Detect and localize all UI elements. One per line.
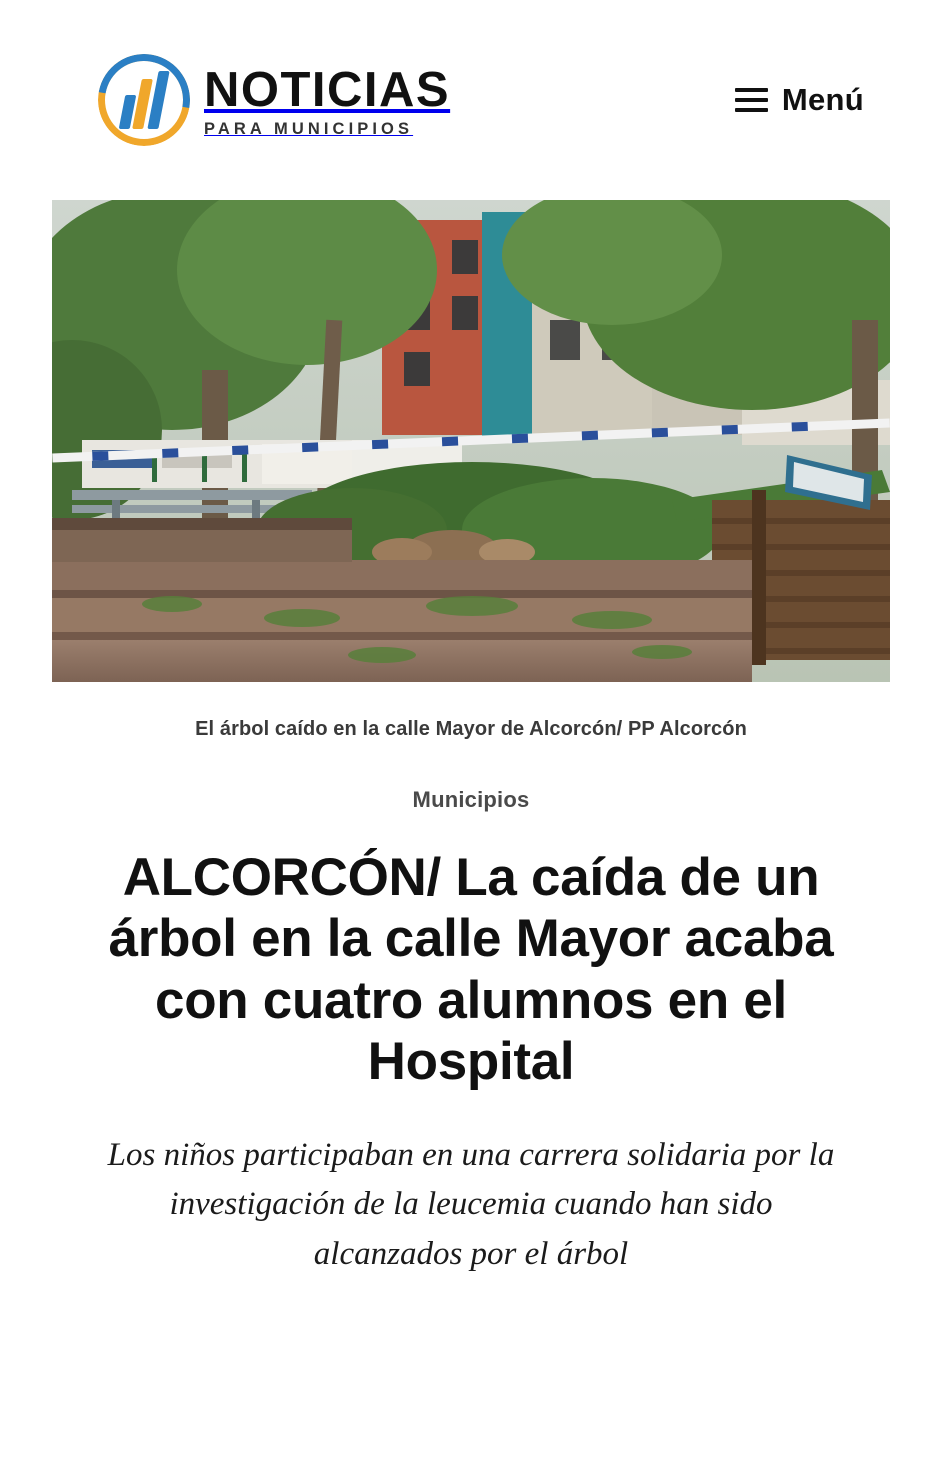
- image-caption: El árbol caído en la calle Mayor de Alcorcón/ PP Alcorcón: [195, 718, 747, 740]
- brand-title: NOTICIAS: [204, 63, 451, 118]
- bottom-spacer: [0, 1279, 942, 1389]
- noticias-logo-icon: [98, 54, 190, 146]
- site-header: [0, 0, 942, 200]
- menu-toggle-button[interactable]: [735, 82, 864, 118]
- menu-toggle-label: Menú: [781, 82, 864, 117]
- page-title: ALCORCÓN/ La caída de un árbol en la calle Mayor acaba con cuatro alumnos en el Hospital: [108, 848, 834, 1092]
- brand-subtitle: PARA MUNICIPIOS: [204, 120, 414, 139]
- article-category[interactable]: Municipios: [412, 787, 530, 812]
- article-standfirst: Los niños participaban en una carrera solidaria por la investigación de la leucemia cuando han sido alcanzados por el árbol: [107, 1136, 835, 1272]
- site-logo-link[interactable]: [98, 54, 450, 146]
- hamburger-menu-icon: [735, 88, 768, 112]
- hero-image: [52, 200, 890, 682]
- brand-wordmark: [204, 62, 450, 138]
- article-figure: [0, 200, 942, 741]
